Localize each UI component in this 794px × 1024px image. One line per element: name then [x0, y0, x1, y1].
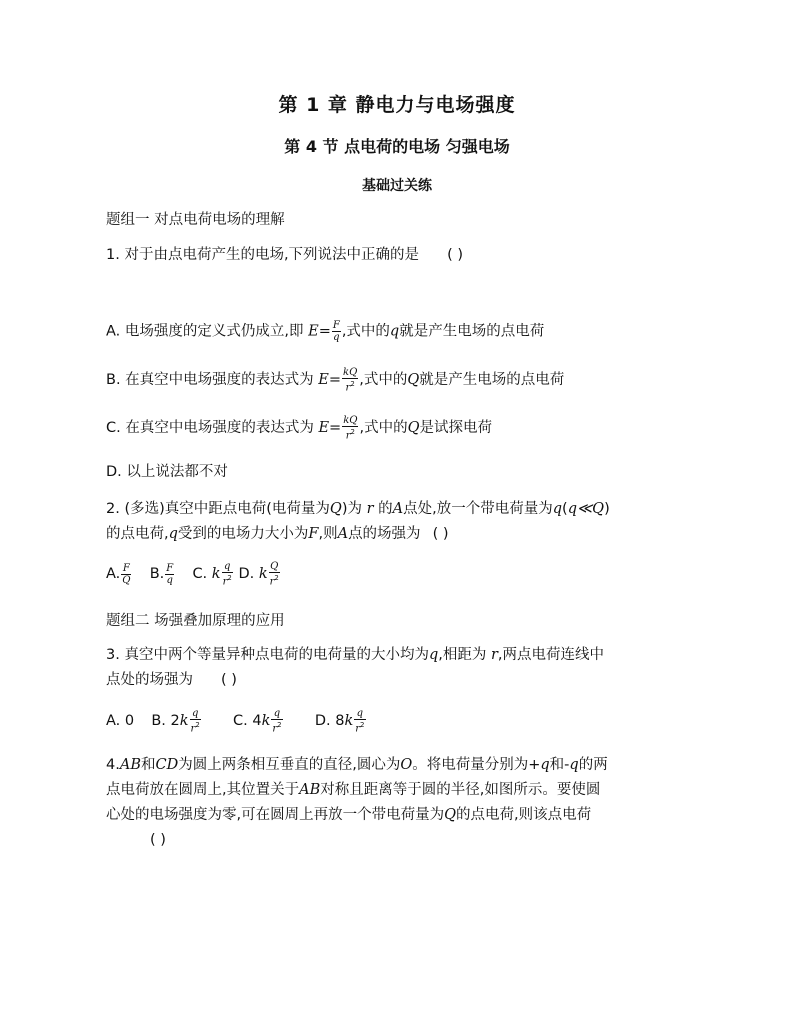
q2-option-b: B. $\frac{F}{q}$	[149, 562, 174, 586]
q3-answer-paren: ( )	[221, 672, 237, 688]
q3-option-b: B. 2k $\frac{q}{r^2}$	[151, 708, 200, 735]
section-title: 第 4 节 点电荷的电场 匀强电场	[284, 137, 510, 156]
group2-heading: 题组二 场强叠加原理的应用	[106, 613, 285, 629]
q3-line1: 3. 真空中两个等量异种点电荷的电荷量的大小均为q,相距为 r,两点电荷连线中	[106, 647, 605, 663]
exercise-subtitle: 基础过关练	[362, 178, 432, 194]
q3-option-c: C. 4k $\frac{q}{r^2}$	[233, 708, 282, 735]
q1-stem: 1. 对于由点电荷产生的电场,下列说法中正确的是 ( )	[106, 247, 463, 263]
fraction-kQ-over-r2: $\frac{kQ}{r^2}$	[343, 367, 358, 394]
q1-option-b: B. 在真空中电场强度的表达式为 E= $\frac{kQ}{r^2}$ ,式中的Q就是产生电场的点电荷	[106, 367, 565, 394]
q3-option-d: D. 8k $\frac{q}{r^2}$	[314, 708, 365, 735]
q4-line3: 心处的电场强度为零,可在圆周上再放一个带电荷量为Q的点电荷,则该点电荷	[106, 807, 592, 823]
q3-line2: 点处的场强为 ( )	[106, 672, 237, 688]
q2-option-a: A. $\frac{F}{Q}$	[106, 562, 131, 586]
q2-line1: 2. (多选)真空中距点电荷(电荷量为Q)为 r 的A点处,放一个带电荷量为q(q≪Q)	[106, 501, 610, 517]
q1-option-a: A. 电场强度的定义式仍成立,即 E= $\frac{F}{q}$ ,式中的q就是产生电场的点电荷	[106, 320, 545, 343]
q1-option-c: C. 在真空中电场强度的表达式为 E= $\frac{kQ}{r^2}$ ,式中的Q是试探电荷	[106, 415, 492, 442]
chapter-title: 第 1 章 静电力与电场强度	[278, 94, 516, 116]
fraction-kQ-over-r2: $\frac{kQ}{r^2}$	[343, 415, 358, 442]
q4-line1: 4.AB和CD为圆上两条相互垂直的直径,圆心为O。将电荷量分别为+q和-q的两	[106, 757, 608, 773]
q3-option-a: A. 0	[106, 713, 135, 730]
q3-options	[106, 708, 367, 734]
fraction-F-over-q: $\frac{F}{q}$	[332, 320, 340, 343]
q2-option-c: C. k $\frac{q}{r^2}$	[192, 561, 232, 588]
q2-option-d: D. k $\frac{Q}{r^2}$	[238, 561, 279, 588]
q1-answer-paren: ( )	[447, 247, 463, 263]
q2-options	[106, 561, 281, 587]
group1-heading: 题组一 对点电荷电场的理解	[106, 212, 285, 228]
q2-answer-paren: ( )	[432, 526, 449, 542]
q4-answer-paren: ( )	[150, 832, 166, 848]
q2-line2: 的点电荷,q受到的电场力大小为F,则A点的场强为 ( )	[106, 526, 449, 542]
q4-line2: 点电荷放在圆周上,其位置关于AB对称且距离等于圆的半径,如图所示。要使圆	[106, 782, 601, 798]
q1-option-d: D. 以上说法都不对	[106, 464, 228, 480]
